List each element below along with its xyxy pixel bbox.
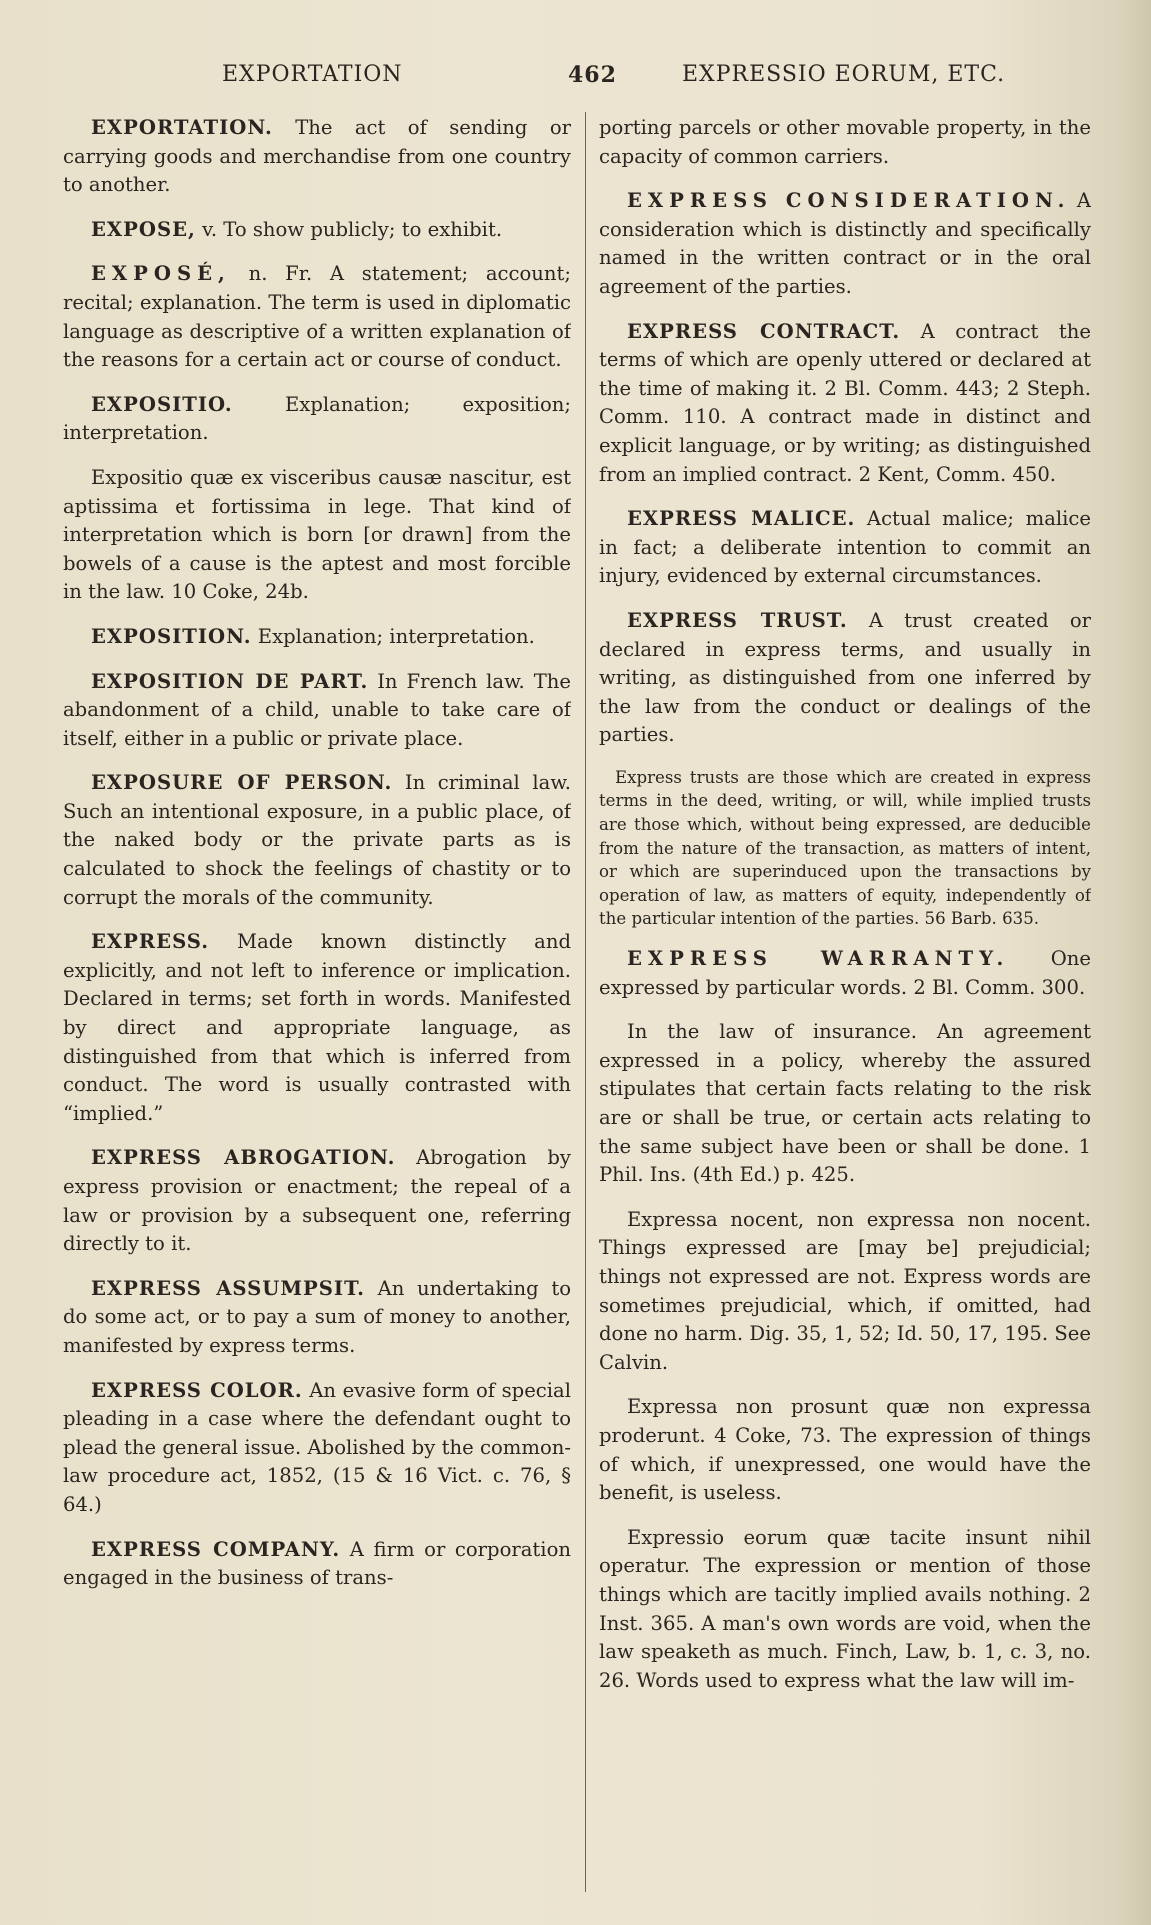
maxim-latin: Expressa non prosunt quæ non expressa proderunt. [599, 1395, 1091, 1447]
dictionary-entry [63, 769, 571, 912]
entry-definition: The act of sending or carrying goods and merchandise from one country to another. [63, 116, 571, 197]
page-number: 462 [568, 62, 617, 88]
entry-definition: In criminal law. Such an intentional exposure, in a public place, of the naked body or the private parts as is calculated to shock the feelings of chastity or to corrupt the morals of the community. [63, 771, 571, 909]
maxim-entry [599, 1524, 1091, 1696]
entry-definition: porting parcels or other movable property, in the capacity of common carriers. [599, 116, 1091, 168]
entry-definition: A firm or corporation engaged in the business of trans- [63, 1537, 571, 1590]
entry-definition: n. Fr. A statement; account; recital; explanation. The term is used in diplomatic language as descriptive of a written explanation of the reasons for a certain act or course of conduct. [63, 262, 571, 372]
dictionary-entry [63, 216, 571, 245]
maxim-latin: Expressa nocent, non expressa non nocent. [627, 1207, 1091, 1231]
entry-term: EXPRESS ABROGATION. [91, 1146, 396, 1170]
dictionary-entry [63, 1275, 571, 1361]
entry-term: EXPOSÉ, [91, 262, 231, 286]
entry-definition: Explanation; exposition; interpretation. [63, 392, 571, 445]
maxim-translation: The expression or mention of those things which are tacitly implied avails nothing. 2 Inst. 365. A man's own words are void, when the law speaketh as much. Finch, Law, b. 1, c. 3, no. 26. Words used to express what the law will im- [599, 1554, 1091, 1692]
entry-definition: In French law. The abandonment of a child, unable to take care of itself, either in a public or private place. [63, 669, 571, 750]
entry-term: EXPOSITIO. [91, 392, 233, 416]
entry-definition: Abrogation by express provision or enactment; the repeal of a law or provision by a subsequent one, referring directly to it. [63, 1146, 571, 1256]
maxim-latin: Expositio quæ ex visceribus causæ nascitur, est aptissima et fortissima in lege. [63, 465, 571, 518]
dictionary-entry [599, 318, 1091, 490]
entry-definition: An evasive form of special pleading in a case where the defendant ought to plead the general issue. Abolished by the common-law procedure act, 1852, (15 & 16 Vict. c. 76, § 64.) [63, 1378, 571, 1516]
entry-definition: A trust created or declared in express terms, and usually in writing, as distinguished from one inferred by the law from the conduct or dealings of the parties. [599, 608, 1091, 747]
continued-text [599, 114, 1091, 171]
entry-term: EXPRESS WARRANTY. [627, 947, 1010, 971]
entry-definition: v. To show publicly; to exhibit. [195, 217, 503, 241]
entry-definition: Made known distinctly and explicitly, and not left to inference or implication. Declared in terms; set forth in words. Manifested by direct and appropriate language, as distinguished from that which is inferred from conduct. The word is usually contrasted with “implied.” [63, 930, 571, 1125]
dictionary-entry [599, 505, 1091, 591]
entry-term: EXPOSE, [91, 217, 196, 241]
dictionary-entry [599, 607, 1091, 750]
note-text: Express trusts are those which are created in express terms in the deed, writing, or will, while implied trusts are those which, without being expressed, are deducible from the nature of the transaction, as matters of intent, or which are superinduced upon the transactions by operation of law, as matters of equity, independently of the particular intention of the parties. 56 Barb. 635. [599, 767, 1091, 929]
right-column [599, 114, 1091, 1904]
left-column [63, 114, 571, 1904]
entry-definition: Actual malice; malice in fact; a deliberate intention to commit an injury, evidenced by external circumstances. [599, 507, 1091, 588]
entry-term: EXPRESS ASSUMPSIT. [91, 1276, 365, 1300]
maxim-entry [599, 1206, 1091, 1378]
column-divider [585, 112, 586, 1892]
maxim-translation: 4 Coke, 73. The expression of things of which, if unexpressed, one would have the benefit, is useless. [599, 1423, 1091, 1505]
entry-term: EXPRESS COLOR. [91, 1378, 303, 1402]
entry-term: EXPOSURE OF PERSON. [91, 771, 393, 795]
entry-term: EXPRESS COMPANY. [91, 1537, 341, 1561]
maxim-entry [599, 1393, 1091, 1507]
entry-note [599, 766, 1091, 931]
entry-term: EXPRESS TRUST. [627, 608, 848, 632]
running-header [60, 62, 1090, 96]
maxim-entry [63, 464, 571, 607]
dictionary-entry [63, 1536, 571, 1593]
maxim-translation: That kind of interpretation which is born [or drawn] from the bowels of a cause is the aptest and most forcible in the law. 10 Coke, 24b. [63, 494, 571, 604]
header-left-guide-word: EXPORTATION [222, 62, 403, 87]
entry-term: EXPOSITION DE PART. [91, 669, 369, 693]
entry-definition: An undertaking to do some act, or to pay a sum of money to another, manifested by express terms. [63, 1276, 571, 1357]
entry-term: EXPRESS. [91, 930, 210, 954]
entry-subsense [599, 1018, 1091, 1190]
maxim-translation: Things expressed are [may be] prejudicial; things not expressed are not. Express words are sometimes prejudicial, which, if omitted, had done no harm. Dig. 35, 1, 52; Id. 50, 17, 195. See Calvin. [599, 1236, 1091, 1374]
maxim-latin: Expressio eorum quæ tacite insunt nihil operatur. [599, 1525, 1091, 1578]
header-right-guide-word: EXPRESSIO EORUM, ETC. [682, 62, 1006, 87]
entry-definition: A consideration which is distinctly and specifically named in the written contract or in the oral agreement of the parties. [599, 189, 1091, 298]
entry-definition: Explanation; interpretation. [251, 624, 535, 648]
entry-definition: One expressed by particular words. 2 Bl. Comm. 300. [599, 947, 1091, 999]
entry-definition: In the law of insurance. An agreement expressed in a policy, whereby the assured stipulates that certain facts relating to the risk are or shall be true, or certain acts relating to the same subject have been or shall be done. 1 Phil. Ins. (4th Ed.) p. 425. [599, 1020, 1091, 1187]
entry-definition: A contract the terms of which are openly uttered or declared at the time of making it. 2 Bl. Comm. 443; 2 Steph. Comm. 110. A contract made in distinct and explicit language, or by writing; as distinguished from an implied contract. 2 Kent, Comm. 450. [599, 319, 1091, 486]
entry-term: EXPRESS CONSIDERATION. [627, 189, 1071, 213]
entry-term: EXPOSITION. [91, 624, 252, 648]
dictionary-entry [63, 391, 571, 448]
dictionary-entry [63, 1377, 571, 1520]
dictionary-entry [599, 945, 1091, 1002]
dictionary-entry [63, 928, 571, 1128]
dictionary-entry [63, 1144, 571, 1258]
dictionary-entry [599, 187, 1091, 301]
entry-term: EXPRESS MALICE. [627, 507, 856, 531]
dictionary-entry [63, 260, 571, 374]
dictionary-entry [63, 668, 571, 754]
dictionary-entry [63, 114, 571, 200]
entry-term: EXPORTATION. [91, 116, 273, 139]
dictionary-entry [63, 623, 571, 652]
entry-term: EXPRESS CONTRACT. [627, 319, 901, 343]
